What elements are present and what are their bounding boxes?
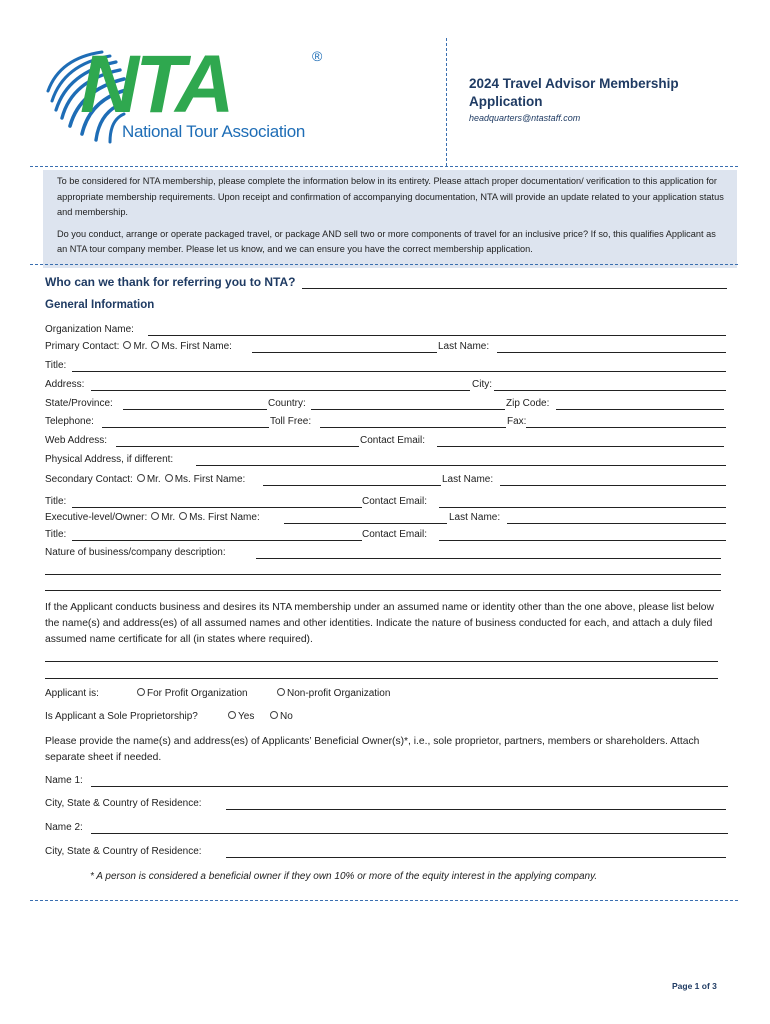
- radio-for-profit[interactable]: [137, 688, 145, 696]
- state-field[interactable]: [123, 409, 267, 410]
- exec-title-label: Title:: [45, 529, 67, 540]
- for-profit-label: For Profit Organization: [147, 688, 248, 699]
- nature-label: Nature of business/company description:: [45, 547, 226, 558]
- assumed-name-line-2[interactable]: [45, 678, 718, 679]
- sole-yes-option[interactable]: [224, 711, 254, 722]
- exec-owner-text: Executive-level/Owner:: [45, 512, 148, 523]
- contact-email-label: Contact Email:: [360, 435, 426, 446]
- telephone-field[interactable]: [102, 427, 269, 428]
- exec-ms-label: Ms.: [189, 512, 206, 523]
- referral-field[interactable]: [302, 288, 727, 289]
- telephone-label: Telephone:: [45, 416, 94, 427]
- exec-last-name-label: Last Name:: [449, 512, 501, 523]
- logo-tagline: National Tour Association: [122, 122, 306, 141]
- name1-label: Name 1:: [45, 775, 83, 786]
- nta-logo: [40, 39, 340, 147]
- fax-field[interactable]: [526, 427, 726, 428]
- contact-email-field[interactable]: [437, 446, 724, 447]
- page-title: 2024 Travel Advisor Membership Application: [469, 76, 679, 109]
- primary-last-name-field[interactable]: [497, 352, 726, 353]
- exec-radio-ms[interactable]: [179, 512, 187, 520]
- residence2-field[interactable]: [226, 857, 726, 858]
- secondary-first-name-field[interactable]: [263, 485, 441, 486]
- primary-contact-text: Primary Contact:: [45, 341, 120, 352]
- secondary-email-field[interactable]: [439, 507, 726, 508]
- nature-field-line-3[interactable]: [45, 590, 721, 591]
- primary-first-name-field[interactable]: [252, 352, 437, 353]
- secondary-email-label: Contact Email:: [362, 496, 428, 507]
- physical-address-field[interactable]: [196, 465, 726, 466]
- exec-first-name-field[interactable]: [284, 523, 447, 524]
- registered-mark: ®: [312, 48, 323, 64]
- first-name-label: First Name:: [180, 341, 232, 352]
- nature-field-line-1[interactable]: [256, 558, 721, 559]
- web-address-label: Web Address:: [45, 435, 108, 446]
- intro-box: [43, 170, 737, 268]
- yes-label: Yes: [238, 711, 255, 722]
- secondary-mr-label: Mr.: [146, 474, 161, 485]
- toll-free-label: Toll Free:: [270, 416, 312, 427]
- assumed-name-line-1[interactable]: [45, 661, 718, 662]
- divider-bottom: [30, 900, 738, 901]
- for-profit-option[interactable]: [133, 688, 248, 699]
- secondary-radio-ms[interactable]: [165, 474, 173, 482]
- page-number: Page 1 of 3: [672, 981, 717, 991]
- title-field[interactable]: [72, 371, 726, 372]
- name2-label: Name 2:: [45, 822, 83, 833]
- exec-title-field[interactable]: [72, 540, 362, 541]
- name1-field[interactable]: [91, 786, 728, 787]
- secondary-contact-text: Secondary Contact:: [45, 474, 133, 485]
- exec-owner-label: [45, 512, 260, 523]
- residence1-label: City, State & Country of Residence:: [45, 798, 202, 809]
- referral-label: Who can we thank for referring you to NTA?: [45, 275, 296, 289]
- secondary-contact-label: [45, 474, 245, 485]
- radio-mr[interactable]: [123, 341, 131, 349]
- zip-label: Zip Code:: [506, 398, 550, 409]
- radio-yes[interactable]: [228, 711, 236, 719]
- residence1-field[interactable]: [226, 809, 726, 810]
- physical-address-label: Physical Address, if different:: [45, 454, 174, 465]
- logo-letters: NTA: [80, 39, 231, 130]
- secondary-title-field[interactable]: [72, 507, 362, 508]
- beneficial-owner-footnote: * A person is considered a beneficial owner if they own 10% or more of the equity interest in the applying company.: [90, 871, 598, 882]
- radio-non-profit[interactable]: [277, 688, 285, 696]
- primary-last-name-label: Last Name:: [438, 341, 490, 352]
- non-profit-label: Non-profit Organization: [287, 688, 391, 699]
- city-label: City:: [472, 379, 492, 390]
- org-name-field[interactable]: [148, 335, 726, 336]
- zip-field[interactable]: [556, 409, 724, 410]
- toll-free-field[interactable]: [320, 427, 506, 428]
- secondary-ms-label: Ms.: [174, 474, 191, 485]
- contact-email-link[interactable]: headquarters@ntastaff.com: [469, 113, 581, 123]
- exec-email-label: Contact Email:: [362, 529, 428, 540]
- ms-label: Ms.: [161, 341, 178, 352]
- city-field[interactable]: [494, 390, 726, 391]
- mr-label: Mr.: [133, 341, 148, 352]
- name2-field[interactable]: [91, 833, 728, 834]
- address-field[interactable]: [91, 390, 470, 391]
- radio-no[interactable]: [270, 711, 278, 719]
- no-label: No: [280, 711, 293, 722]
- beneficial-owner-paragraph: Please provide the name(s) and address(es) of Applicants’ Beneficial Owner(s)*, i.e., sole proprietor, partners, members or shareholders. Attach separate sheet if needed.: [45, 736, 700, 763]
- residence2-label: City, State & Country of Residence:: [45, 846, 202, 857]
- divider-top: [30, 166, 738, 167]
- radio-ms[interactable]: [151, 341, 159, 349]
- title-label: Title:: [45, 360, 67, 371]
- org-name-label: Organization Name:: [45, 324, 134, 335]
- divider-intro: [30, 264, 738, 265]
- secondary-last-name-field[interactable]: [500, 485, 726, 486]
- secondary-radio-mr[interactable]: [137, 474, 145, 482]
- header-divider: [446, 38, 447, 166]
- primary-contact-label: [45, 341, 232, 352]
- address-label: Address:: [45, 379, 85, 390]
- exec-first-name-label: First Name:: [208, 512, 260, 523]
- fax-label: Fax:: [507, 416, 527, 427]
- assumed-name-paragraph: If the Applicant conducts business and desires its NTA membership under an assumed name or identity other than the one above, please list below the name(s) and address(es) of all assumed names and other identities. Indicate the nature of business conducted for each, and attach a duly filed assumed name certificate for all (in states where required).: [45, 602, 714, 645]
- web-address-field[interactable]: [116, 446, 359, 447]
- sole-no-option[interactable]: [266, 711, 293, 722]
- exec-last-name-field[interactable]: [507, 523, 726, 524]
- secondary-last-name-label: Last Name:: [442, 474, 494, 485]
- secondary-title-label: Title:: [45, 496, 67, 507]
- intro-paragraph-1: To be considered for NTA membership, please complete the information below in its entirety. Please attach proper documentation/ verification to this application for appropriate membership requirements. Upon receipt and confirmation of accompanying documentation, NTA will provide an update related to your application status and membership.: [57, 176, 724, 217]
- sole-prop-question: Is Applicant a Sole Proprietorship?: [45, 711, 198, 722]
- country-field[interactable]: [311, 409, 505, 410]
- secondary-first-name-label: First Name:: [193, 474, 246, 485]
- exec-radio-mr[interactable]: [151, 512, 159, 520]
- country-label: Country:: [268, 398, 306, 409]
- non-profit-option[interactable]: [273, 688, 390, 699]
- exec-email-field[interactable]: [439, 540, 726, 541]
- state-label: State/Province:: [45, 398, 113, 409]
- applicant-is-label: Applicant is:: [45, 688, 99, 699]
- exec-mr-label: Mr.: [161, 512, 176, 523]
- nature-field-line-2[interactable]: [45, 574, 721, 575]
- section-heading-general: General Information: [45, 299, 155, 311]
- intro-paragraph-2: Do you conduct, arrange or operate packaged travel, or package AND sell two or more components of travel for an inclusive price? If so, this qualifies Applicant as an NTA tour company member. Please let us know, and we can ensure you have the correct membership application.: [57, 228, 716, 254]
